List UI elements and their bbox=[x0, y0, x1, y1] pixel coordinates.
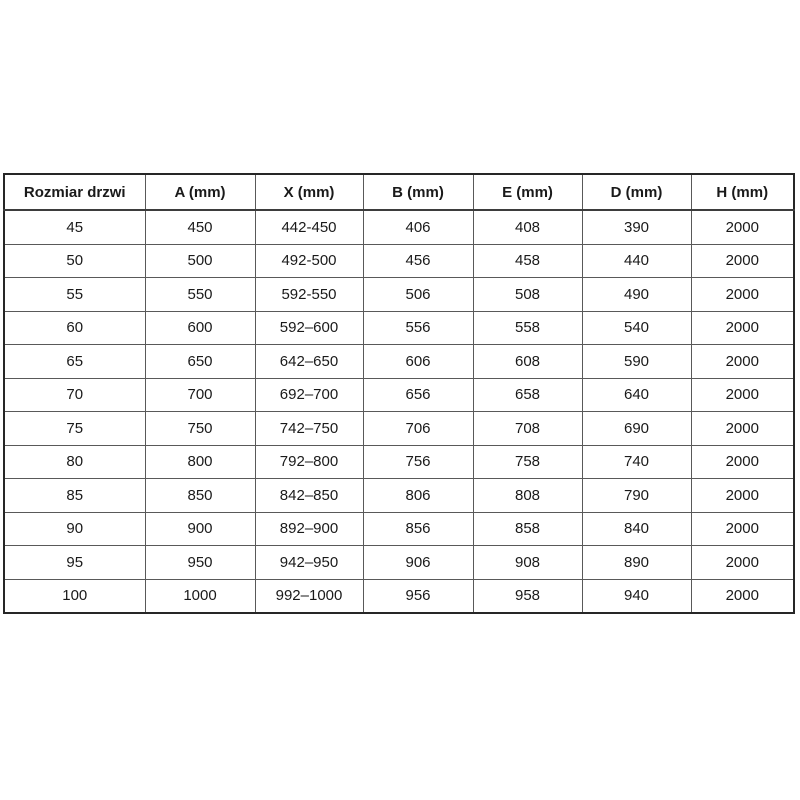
table-row bbox=[4, 479, 794, 513]
table-cell: 750 bbox=[145, 412, 255, 446]
table-cell: 2000 bbox=[691, 479, 794, 513]
table-cell: 540 bbox=[582, 311, 691, 345]
table-row bbox=[4, 546, 794, 580]
table-row bbox=[4, 210, 794, 244]
table-row bbox=[4, 579, 794, 613]
table-cell: 442-450 bbox=[255, 210, 363, 244]
column-header-b-mm: B (mm) bbox=[363, 174, 473, 210]
table-cell: 506 bbox=[363, 278, 473, 312]
table-cell: 692–700 bbox=[255, 378, 363, 412]
table-cell: 2000 bbox=[691, 378, 794, 412]
door-size-table bbox=[3, 173, 795, 614]
table-cell: 808 bbox=[473, 479, 582, 513]
table-row bbox=[4, 244, 794, 278]
table-cell: 756 bbox=[363, 445, 473, 479]
table-cell: 508 bbox=[473, 278, 582, 312]
table-cell: 700 bbox=[145, 378, 255, 412]
table-cell: 556 bbox=[363, 311, 473, 345]
table-cell: 856 bbox=[363, 512, 473, 546]
table-cell: 2000 bbox=[691, 445, 794, 479]
table-row bbox=[4, 278, 794, 312]
table-cell: 50 bbox=[4, 244, 145, 278]
column-header-e-mm: E (mm) bbox=[473, 174, 582, 210]
table-cell: 658 bbox=[473, 378, 582, 412]
table-cell: 908 bbox=[473, 546, 582, 580]
table-cell: 592–600 bbox=[255, 311, 363, 345]
table-cell: 640 bbox=[582, 378, 691, 412]
table-cell: 942–950 bbox=[255, 546, 363, 580]
table-cell: 800 bbox=[145, 445, 255, 479]
table-cell: 892–900 bbox=[255, 512, 363, 546]
table-cell: 958 bbox=[473, 579, 582, 613]
table-cell: 2000 bbox=[691, 210, 794, 244]
table-cell: 450 bbox=[145, 210, 255, 244]
table-cell: 656 bbox=[363, 378, 473, 412]
table-cell: 608 bbox=[473, 345, 582, 379]
table-cell: 65 bbox=[4, 345, 145, 379]
table-cell: 950 bbox=[145, 546, 255, 580]
table-cell: 806 bbox=[363, 479, 473, 513]
table-cell: 606 bbox=[363, 345, 473, 379]
table-cell: 858 bbox=[473, 512, 582, 546]
table-cell: 90 bbox=[4, 512, 145, 546]
table-cell: 2000 bbox=[691, 278, 794, 312]
table-cell: 456 bbox=[363, 244, 473, 278]
table-row bbox=[4, 512, 794, 546]
table-cell: 2000 bbox=[691, 546, 794, 580]
table-cell: 70 bbox=[4, 378, 145, 412]
table-cell: 390 bbox=[582, 210, 691, 244]
table-cell: 492-500 bbox=[255, 244, 363, 278]
table-cell: 790 bbox=[582, 479, 691, 513]
table-cell: 500 bbox=[145, 244, 255, 278]
table-cell: 600 bbox=[145, 311, 255, 345]
door-size-table-wrapper bbox=[3, 173, 793, 614]
table-cell: 690 bbox=[582, 412, 691, 446]
table-cell: 55 bbox=[4, 278, 145, 312]
column-header-rozmiar-drzwi: Rozmiar drzwi bbox=[4, 174, 145, 210]
table-cell: 2000 bbox=[691, 345, 794, 379]
table-cell: 900 bbox=[145, 512, 255, 546]
table-row bbox=[4, 311, 794, 345]
table-cell: 60 bbox=[4, 311, 145, 345]
table-cell: 642–650 bbox=[255, 345, 363, 379]
table-body bbox=[4, 210, 794, 613]
table-cell: 708 bbox=[473, 412, 582, 446]
table-cell: 992–1000 bbox=[255, 579, 363, 613]
table-cell: 2000 bbox=[691, 311, 794, 345]
table-cell: 592-550 bbox=[255, 278, 363, 312]
table-cell: 75 bbox=[4, 412, 145, 446]
table-cell: 85 bbox=[4, 479, 145, 513]
table-header-row bbox=[4, 174, 794, 210]
table-cell: 792–800 bbox=[255, 445, 363, 479]
table-cell: 2000 bbox=[691, 579, 794, 613]
table-cell: 850 bbox=[145, 479, 255, 513]
table-cell: 740 bbox=[582, 445, 691, 479]
table-row bbox=[4, 412, 794, 446]
table-header bbox=[4, 174, 794, 210]
table-row bbox=[4, 445, 794, 479]
table-cell: 2000 bbox=[691, 512, 794, 546]
table-cell: 940 bbox=[582, 579, 691, 613]
table-cell: 406 bbox=[363, 210, 473, 244]
table-cell: 2000 bbox=[691, 244, 794, 278]
table-cell: 706 bbox=[363, 412, 473, 446]
column-header-x-mm: X (mm) bbox=[255, 174, 363, 210]
table-cell: 408 bbox=[473, 210, 582, 244]
table-cell: 842–850 bbox=[255, 479, 363, 513]
table-cell: 550 bbox=[145, 278, 255, 312]
table-cell: 840 bbox=[582, 512, 691, 546]
table-cell: 890 bbox=[582, 546, 691, 580]
table-cell: 95 bbox=[4, 546, 145, 580]
table-cell: 458 bbox=[473, 244, 582, 278]
table-cell: 558 bbox=[473, 311, 582, 345]
table-row bbox=[4, 345, 794, 379]
table-cell: 80 bbox=[4, 445, 145, 479]
column-header-h-mm: H (mm) bbox=[691, 174, 794, 210]
table-cell: 650 bbox=[145, 345, 255, 379]
table-cell: 758 bbox=[473, 445, 582, 479]
table-cell: 440 bbox=[582, 244, 691, 278]
table-cell: 590 bbox=[582, 345, 691, 379]
column-header-d-mm: D (mm) bbox=[582, 174, 691, 210]
column-header-a-mm: A (mm) bbox=[145, 174, 255, 210]
table-cell: 45 bbox=[4, 210, 145, 244]
table-cell: 742–750 bbox=[255, 412, 363, 446]
table-cell: 1000 bbox=[145, 579, 255, 613]
table-cell: 100 bbox=[4, 579, 145, 613]
table-cell: 956 bbox=[363, 579, 473, 613]
table-cell: 2000 bbox=[691, 412, 794, 446]
table-cell: 490 bbox=[582, 278, 691, 312]
table-row bbox=[4, 378, 794, 412]
table-cell: 906 bbox=[363, 546, 473, 580]
